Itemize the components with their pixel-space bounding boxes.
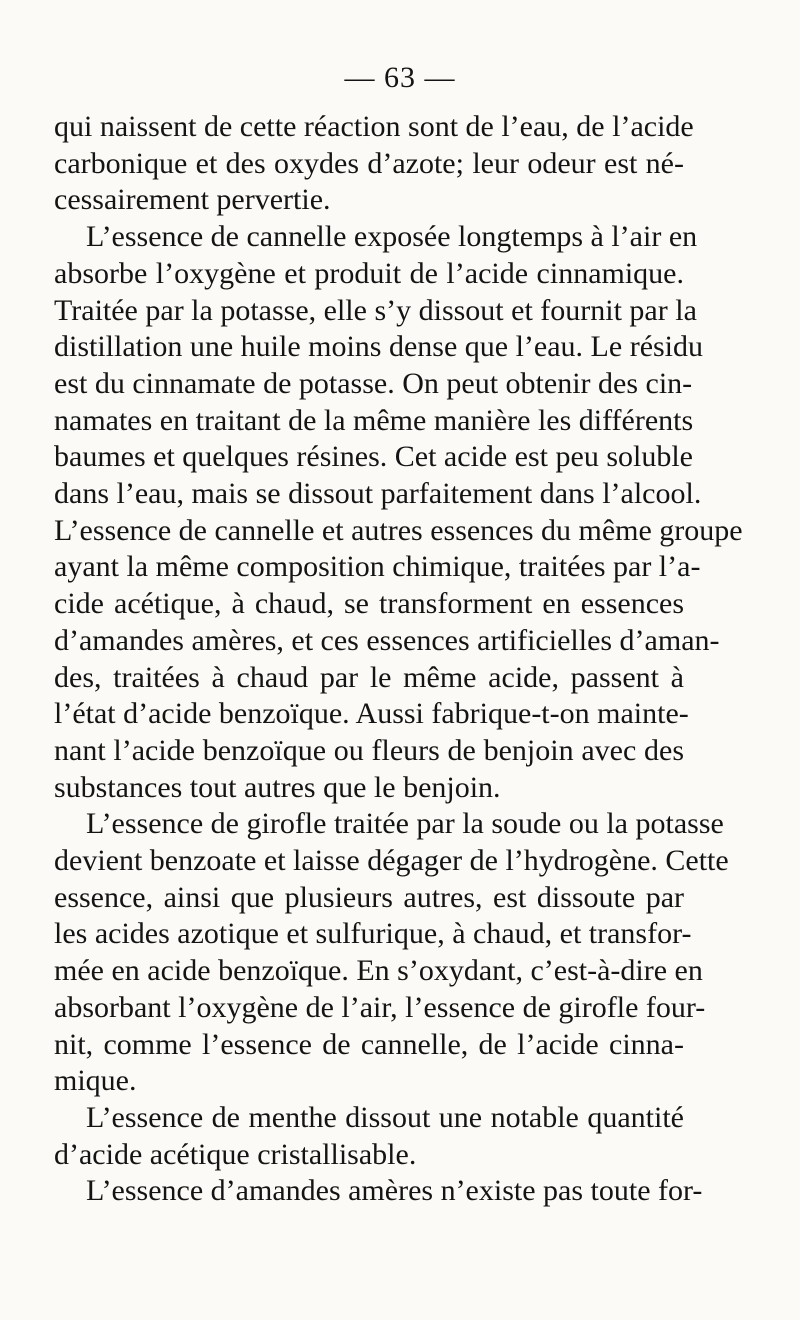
text-line: d’amandes amères, et ces essences artificielles d’aman- [54, 623, 720, 657]
text-line: cide acétique, à chaud, se transforment en essences [54, 587, 684, 621]
text-line: l’état d’acide benzoïque. Aussi fabrique-t-on mainte- [54, 697, 689, 731]
text-line: namates en traitant de la même manière les différents [54, 403, 694, 437]
text-line: L’essence de cannelle et autres essences du même groupe [54, 513, 743, 547]
text-line: L’essence d’amandes amères n’existe pas toute for- [86, 1174, 703, 1208]
text-line: mique. [54, 1064, 137, 1098]
text-line: L’essence de girofle traitée par la soude ou la potasse [86, 807, 724, 841]
text-line: d’acide acétique cristallisable. [54, 1137, 417, 1171]
text-line: Traitée par la potasse, elle s’y dissout et fournit par la [54, 293, 697, 327]
text-line: carbonique et des oxydes d’azote; leur odeur est né- [54, 146, 684, 180]
page-number: — 63 — [344, 61, 456, 94]
text-line: L’essence de menthe dissout une notable quantité [86, 1100, 684, 1134]
text-line: distillation une huile moins dense que l’eau. Le résidu [54, 330, 704, 364]
text-line: baumes et quelques résines. Cet acide est peu soluble [54, 440, 693, 474]
text-line: nant l’acide benzoïque ou fleurs de benjoin avec des [54, 733, 684, 767]
text-line: dans l’eau, mais se dissout parfaitement dans l’alcool. [54, 477, 702, 510]
text-line: qui naissent de cette réaction sont de l’eau, de l’acide [54, 110, 694, 143]
text-line: devient benzoate et laisse dégager de l’hydrogène. Cette [54, 844, 729, 877]
text-line: des, traitées à chaud par le même acide, passent à [54, 660, 684, 694]
text-line: absorbant l’oxygène de l’air, l’essence de girofle four- [54, 990, 706, 1024]
text-line: essence, ainsi que plusieurs autres, est dissoute par [54, 880, 684, 914]
text-line: substances tout autres que le benjoin. [54, 770, 501, 804]
text-line: mée en acide benzoïque. En s’oxydant, c’est-à-dire en [54, 954, 703, 988]
text-line: est du cinnamate de potasse. On peut obtenir des cin- [54, 366, 693, 400]
text-line: ayant la même composition chimique, traitées par l’a- [54, 550, 701, 584]
text-line: L’essence de cannelle exposée longtemps à l’air en [86, 220, 698, 254]
text-line: cessairement pervertie. [54, 183, 331, 217]
text-line: les acides azotique et sulfurique, à chaud, et transfor- [54, 917, 692, 951]
text-line: nit, comme l’essence de cannelle, de l’acide cinna- [54, 1027, 684, 1061]
text-line: absorbe l’oxygène et produit de l’acide cinnamique. [54, 256, 684, 290]
